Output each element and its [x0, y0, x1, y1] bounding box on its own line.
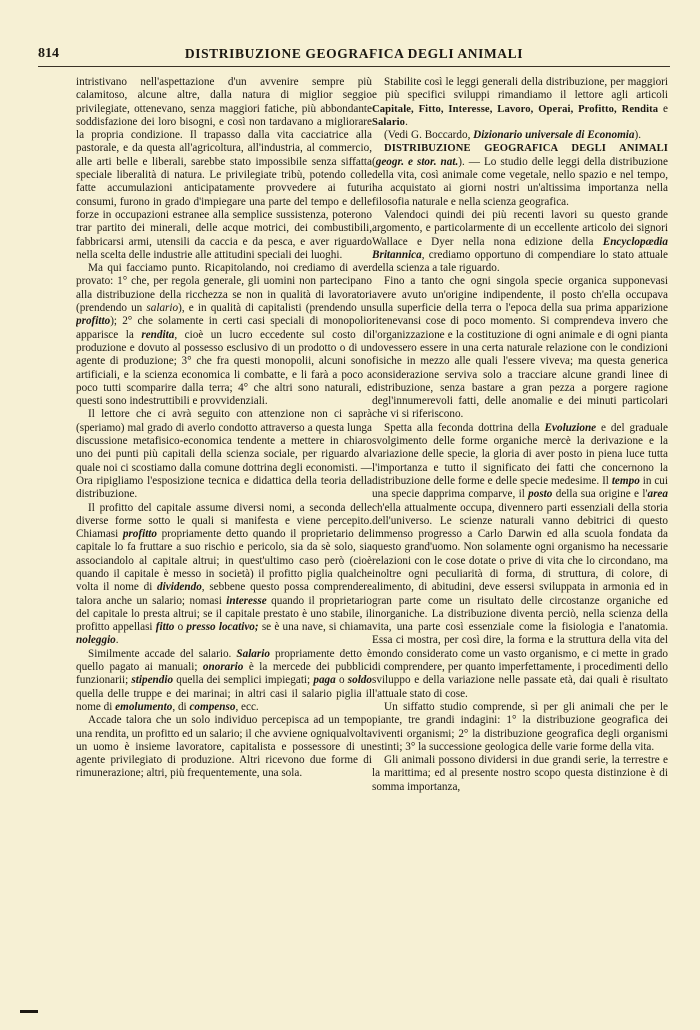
paragraph: Similmente accade del salario. Salario propriamente detto è quello pagato ai manuali; onorario è la mercede dei pubblici funzionarii; stipendio quella dei semplici impiegati; paga o soldo quella delle truppe e dei marinai; in altri casi il salario piglia il nome di emolumento, di compenso, ecc.: [76, 647, 372, 713]
paragraph: Gli animali possono dividersi in due grandi serie, la terrestre e la marittima; ed al presente nostro scopo questa distinzione è di somma importanza,: [372, 754, 668, 793]
paragraph: Valendoci quindi dei più recenti lavori su questo grande argomento, e particolarmente di un eccellente articolo dei signori Wallace e Dyer nella nona edizione della Encyclopædia Britannica, crediamo opportuno di compendiare lo stato attuale della scienza a tale riguardo.: [372, 208, 668, 275]
margin-mark: [20, 1010, 38, 1013]
entry-heading-paragraph: DISTRIBUZIONE GEOGRAFICA DEGLI ANIMALI (geogr. e stor. nat.). — Lo studio delle leggi della distribuzione della vita, così animale come vegetale, nello spazio e nel tempo, ha acquistato ai giorni nostri un'altissima importanza nella filosofia naturale e nella scienza geografica.: [372, 143, 668, 208]
paragraph: Il lettore che ci avrà seguito con attenzione non ci saprà (speriamo) mal grado di averlo condotto attraverso a questa lunga discussione metafisico-economica tendente a mettere in chiaro uno dei punti più capitali della scienza sociale, per riguardo al quale noi ci scostiamo dalla comune dottrina degli economisti. — Ora ripigliamo l'esposizione tecnica e didattica della teoria della distribuzione.: [76, 408, 372, 501]
paragraph: Fino a tanto che ogni singola specie organica supponevasi avere avuto un'origine indipendente, il posto ch'ella occupava sulla superficie della terra o l'epoca della sua prima apparizione ritenevansi cose di poco momento. Si comprendeva invero che l'organizzazione e la costituzione di ogni animale e di ogni pianta dovessero essere in una certa naturale relazione con le condizioni fisiche in mezzo alle quali l'essere viveva; ma questa generica considerazione serviva solo a tracciare alcune grandi linee di distribuzione, senza bastare a gran pezza a porgere ragione degl'innumerevoli fatti, delle anomalie e dei minuti particolari che vi si riferiscono.: [372, 275, 668, 421]
paragraph: Ma qui facciamo punto. Ricapitolando, noi crediamo di aver provato: 1° che, per regola generale, gli uomini non partecipano alla distribuzione della ricchezza se non in qualità di lavoratori (prendendo un salario), e in qualità di capitalisti (prendendo un profitto); 2° che solamente in certi casi speciali di monopolio apparisce la rendita, cioè un lucro eccedente sul costo di produzione e dovuto al possesso esclusivo di un prodotto o di un agente di produzione; 3° che fra questi monopolii, alcuni sono artificiali, e la scienza economica li combatte, e li farà a poco a poco tutti scomparire dalla terra; 4° che altri sono naturali, e questi sono indestruttibili e provvidenziali.: [76, 262, 372, 408]
page-number: 814: [38, 46, 59, 61]
left-column: [76, 76, 372, 1018]
paragraph: Il profitto del capitale assume diversi nomi, a seconda delle diverse forme sotto le quali si manifesta e viene percepito. Chiamasi profitto propriamente detto quando il proprietario del capitale lo fa fruttare a suo rischio e pericolo, sia da sè solo, sia associandolo al capitale altrui; in quest'ultimo caso però (cioè quando il capitale è messo in società) il profitto piglia qualche volta il nome di dividendo, sebbene questo possa comprendere talora anche un salario; nomasi interesse quando il proprietario del capitale lo presta altrui; se il capitale prestato è uno stabile, il profitto appellasi fitto o presso locativo; se è una nave, si chiama noleggio.: [76, 501, 372, 647]
page-header: [38, 44, 670, 67]
paragraph: Accade talora che un solo individuo percepisca ad un tempo una rendita, un profitto ed un salario; il che avviene ogniqualvolta un uomo è insieme lavoratore, capitalista e possessore di un agente privilegiato di produzione. Altri ricevono due forme di rimunerazione; altri, più frequentemente, una sola.: [76, 714, 372, 780]
paragraph: Stabilite così le leggi generali della distribuzione, per maggiori e più specifici sviluppi rimandiamo il lettore agli articoli Capitale, Fitto, Interesse, Lavoro, Operai, Profitto, Rendita e Salario.: [372, 76, 668, 128]
paragraph: Un siffatto studio comprende, sì per gli animali che per le piante, tre grandi indagini: 1° la distribuzione geografica dei viventi organismi; 2° la distribuzione geografica degli organismi estinti; 3° la successione geologica delle varie forme della vita.: [372, 700, 668, 753]
paragraph: intristivano nell'aspettazione d'un avvenire sempre più calamitoso, alcune altre, dalla natura di miglior seggio privilegiate, ottenevano, senza maggiori fatiche, più abbondante soddisfazione dei loro bisogni, e così non tardavano a migliorare la propria condizione. Il trapasso dalla vita cacciatrice alla pastorale, e da questa all'agricoltura, all'industria, al commercio, alle arti belle e liberali, sarebbe stato impossibile senza siffatta speciale liberalità di natura. Le privilegiate tribù, potendo colle fatte accumulazioni anticipatamente provvedere ai futuri consumi, furono in grado d'impiegare una parte del tempo e delle forze in occupazioni estranee alla semplice sussistenza, poterono trar partito dei minerali, delle acque motrici, dei combustibili, fabbricarsi armi, utensili da caccia e da pesca, e aver riguardo nella scelta delle industrie alle attitudini speciali dei luoghi.: [76, 76, 372, 261]
running-head: DISTRIBUZIONE GEOGRAFICA DEGLI ANIMALI: [184, 46, 524, 61]
entry-heading: DISTRIBUZIONE GEOGRAFICA DEGLI ANIMALI: [384, 143, 668, 155]
paragraph: (Vedi G. Boccardo, Dizionario universale di Economia).: [384, 129, 642, 142]
right-column: [372, 76, 668, 1018]
paragraph: Spetta alla feconda dottrina della Evoluzione e del graduale svolgimento delle forme organiche mercè la derivazione e la variazione delle specie, la gloria di aver posto in piena luce tutta l'importanza e tutto il significato dei fatti che concernono la distribuzione delle forme e delle specie medesime. Il tempo in cui una specie dapprima comparve, il posto della sua origine e l'area ch'ella attualmente occupa, divennero parti essenziali della storia dell'universo. Le scienze naturali vanno debitrici di questo immenso progresso a Carlo Darwin ed alla scuola fondata da questo grand'uomo. Non solamente ogni organismo ha necessarie relazioni con le cose dotate o prive di vita che lo circondano, ma inoltre ogni peculiarità di forma, di struttura, di colore, di alimento, di abitudini, deve essersi sviluppata in armonia ed in gran parte come un risultato delle circostanze organiche ed inorganiche. La distribuzione diventa perciò, nella scienza della vita, una parte così essenziale come la fisiologia e l'anatomia. Essa ci mostra, per così dire, la forma e la struttura della vita del mondo considerato come un vasto organismo, e ci mette in grado di comprendere, per quanto imperfettamente, i procedimenti dello sviluppo e della variazione nelle passate età, dai quali è risultato l'attuale stato di cose.: [372, 421, 668, 700]
